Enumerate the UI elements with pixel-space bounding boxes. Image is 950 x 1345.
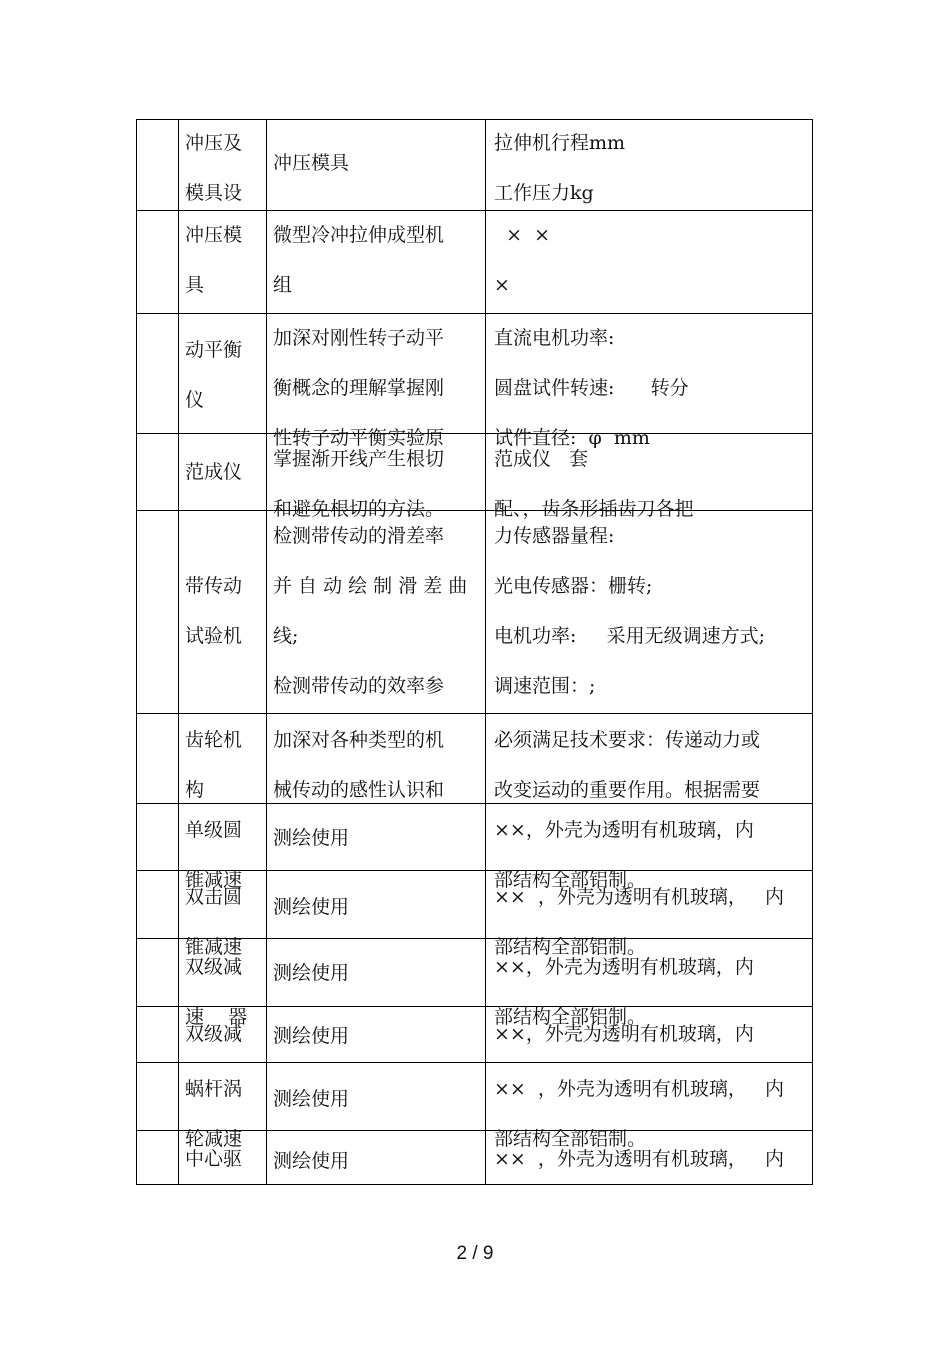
equipment-name	[185, 131, 242, 206]
row-divider	[137, 510, 812, 511]
text-line: 圆盘试件转速: 转分	[494, 377, 689, 399]
equipment-name	[185, 728, 242, 803]
row-divider	[137, 313, 812, 314]
equipment-purpose	[273, 961, 349, 986]
equipment-purpose	[273, 895, 349, 920]
equipment-name	[185, 338, 242, 413]
column-divider	[178, 120, 179, 1184]
text-line: 范成仪	[185, 461, 243, 483]
text-line: ×× ，外壳为透明有机玻璃， 内	[494, 886, 785, 908]
text-line: 性转子动平衡实验原	[273, 427, 445, 449]
equipment-spec	[494, 818, 754, 893]
equipment-spec	[494, 885, 784, 960]
text-line: 双级减	[185, 1023, 243, 1045]
equipment-purpose	[273, 1087, 349, 1112]
row-divider	[137, 1062, 812, 1063]
text-line: ×× ，外壳为透明有机玻璃， 内	[494, 1148, 785, 1170]
equipment-purpose	[273, 326, 444, 451]
text-line: ××，外壳为透明有机玻璃，内	[494, 819, 754, 841]
equipment-name	[185, 1077, 242, 1152]
text-line: ×× ，外壳为透明有机玻璃， 内	[494, 1078, 785, 1100]
text-line: 电机功率: 采用无级调速方式;	[494, 625, 766, 647]
equipment-spec	[494, 1022, 754, 1047]
equipment-name	[185, 223, 242, 298]
text-line: 和避免根切的方法。	[273, 498, 445, 520]
text-line: 检测带传动的效率参	[273, 675, 445, 697]
text-line: 测绘使用	[273, 962, 350, 984]
text-line: × ×	[494, 224, 550, 246]
text-line: 加深对各种类型的机	[273, 729, 445, 751]
text-line: 加深对刚性转子动平	[273, 327, 445, 349]
text-line: 冲压模	[185, 224, 243, 246]
text-line: 构	[185, 779, 205, 801]
equipment-spec	[494, 447, 694, 522]
equipment-purpose	[273, 728, 444, 803]
text-line: 配、，齿条形插齿刀各把	[494, 498, 694, 520]
equipment-table	[136, 119, 813, 1185]
text-line: 双击圆	[185, 886, 243, 908]
equipment-name	[185, 955, 247, 1030]
text-line: 模具设	[185, 182, 243, 204]
text-line: 械传动的感性认识和	[273, 779, 445, 801]
text-line: 直流电机功率:	[494, 327, 615, 349]
text-line: 锥减速	[185, 936, 243, 958]
equipment-spec	[494, 223, 550, 298]
text-line: 工作压力kg	[494, 182, 594, 204]
text-line: 掌握渐开线产生根切	[273, 448, 445, 470]
equipment-name	[185, 460, 242, 485]
equipment-spec	[494, 728, 760, 803]
text-line: 部结构全部铝制。	[494, 1128, 647, 1150]
text-line: 单级圆	[185, 819, 243, 841]
equipment-spec	[494, 955, 754, 1030]
equipment-purpose	[273, 447, 444, 522]
equipment-spec	[494, 131, 625, 206]
page-number: 2 / 9	[456, 1243, 494, 1264]
text-line: 部结构全部铝制。	[494, 1006, 647, 1028]
equipment-purpose	[273, 223, 444, 298]
text-line: 并 自 动 绘 制 滑 差 曲	[273, 575, 468, 597]
text-line: 部结构全部铝制。	[494, 869, 647, 891]
text-line: 动平衡	[185, 339, 243, 361]
text-line: 测绘使用	[273, 1150, 350, 1172]
text-line: 光电传感器：栅转;	[494, 575, 653, 597]
text-line: 齿轮机	[185, 729, 243, 751]
text-line: 测绘使用	[273, 1088, 350, 1110]
text-line: 改变运动的重要作用。根据需要	[494, 779, 761, 801]
text-line: 冲压及	[185, 132, 243, 154]
equipment-spec	[494, 326, 689, 451]
equipment-purpose	[273, 1149, 349, 1174]
text-line: 部结构全部铝制。	[494, 936, 647, 958]
equipment-name	[185, 574, 242, 649]
text-line: 测绘使用	[273, 827, 350, 849]
text-line: 检测带传动的滑差率	[273, 525, 445, 547]
text-line: 微型冷冲拉伸成型机	[273, 224, 445, 246]
text-line: 仪	[185, 389, 205, 411]
column-divider	[266, 120, 267, 1184]
text-line: 双级减	[185, 956, 243, 978]
text-line: 带传动	[185, 575, 243, 597]
text-line: 试验机	[185, 625, 243, 647]
equipment-purpose	[273, 151, 349, 176]
text-line: ×	[494, 274, 510, 296]
text-line: 锥减速	[185, 869, 243, 891]
text-line: 冲压模具	[273, 152, 350, 174]
text-line: 中心驱	[185, 1148, 243, 1170]
text-line: 蜗杆涡	[185, 1078, 243, 1100]
text-line: 衡概念的理解掌握刚	[273, 377, 445, 399]
row-divider	[137, 433, 812, 434]
equipment-spec	[494, 524, 765, 699]
text-line: ××，外壳为透明有机玻璃，内	[494, 956, 754, 978]
text-line: 轮减速	[185, 1128, 243, 1150]
text-line: 线;	[273, 625, 299, 647]
text-line: 必须满足技术要求：传递动力或	[494, 729, 761, 751]
text-line: 测绘使用	[273, 1025, 350, 1047]
row-divider	[137, 210, 812, 211]
text-line: 速 器	[185, 1006, 248, 1028]
text-line: 力传感器量程:	[494, 525, 615, 547]
text-line: 测绘使用	[273, 896, 350, 918]
equipment-spec	[494, 1077, 784, 1152]
equipment-name	[185, 885, 242, 960]
text-line: 范成仪 套	[494, 448, 589, 470]
equipment-name	[185, 1022, 242, 1047]
equipment-purpose	[273, 1024, 349, 1049]
text-line: 调速范围：;	[494, 675, 596, 697]
text-line: 拉伸机行程mm	[494, 132, 626, 154]
row-divider	[137, 803, 812, 804]
column-divider	[485, 120, 486, 1184]
equipment-name	[185, 818, 242, 893]
equipment-purpose	[273, 826, 349, 851]
equipment-purpose	[273, 524, 467, 699]
text-line: ××，外壳为透明有机玻璃，内	[494, 1023, 754, 1045]
text-line: 组	[273, 274, 293, 296]
row-divider	[137, 713, 812, 714]
text-line: 试件直径: φ mm	[494, 427, 650, 449]
equipment-spec	[494, 1147, 784, 1172]
text-line: 具	[185, 274, 205, 296]
equipment-name	[185, 1147, 242, 1172]
